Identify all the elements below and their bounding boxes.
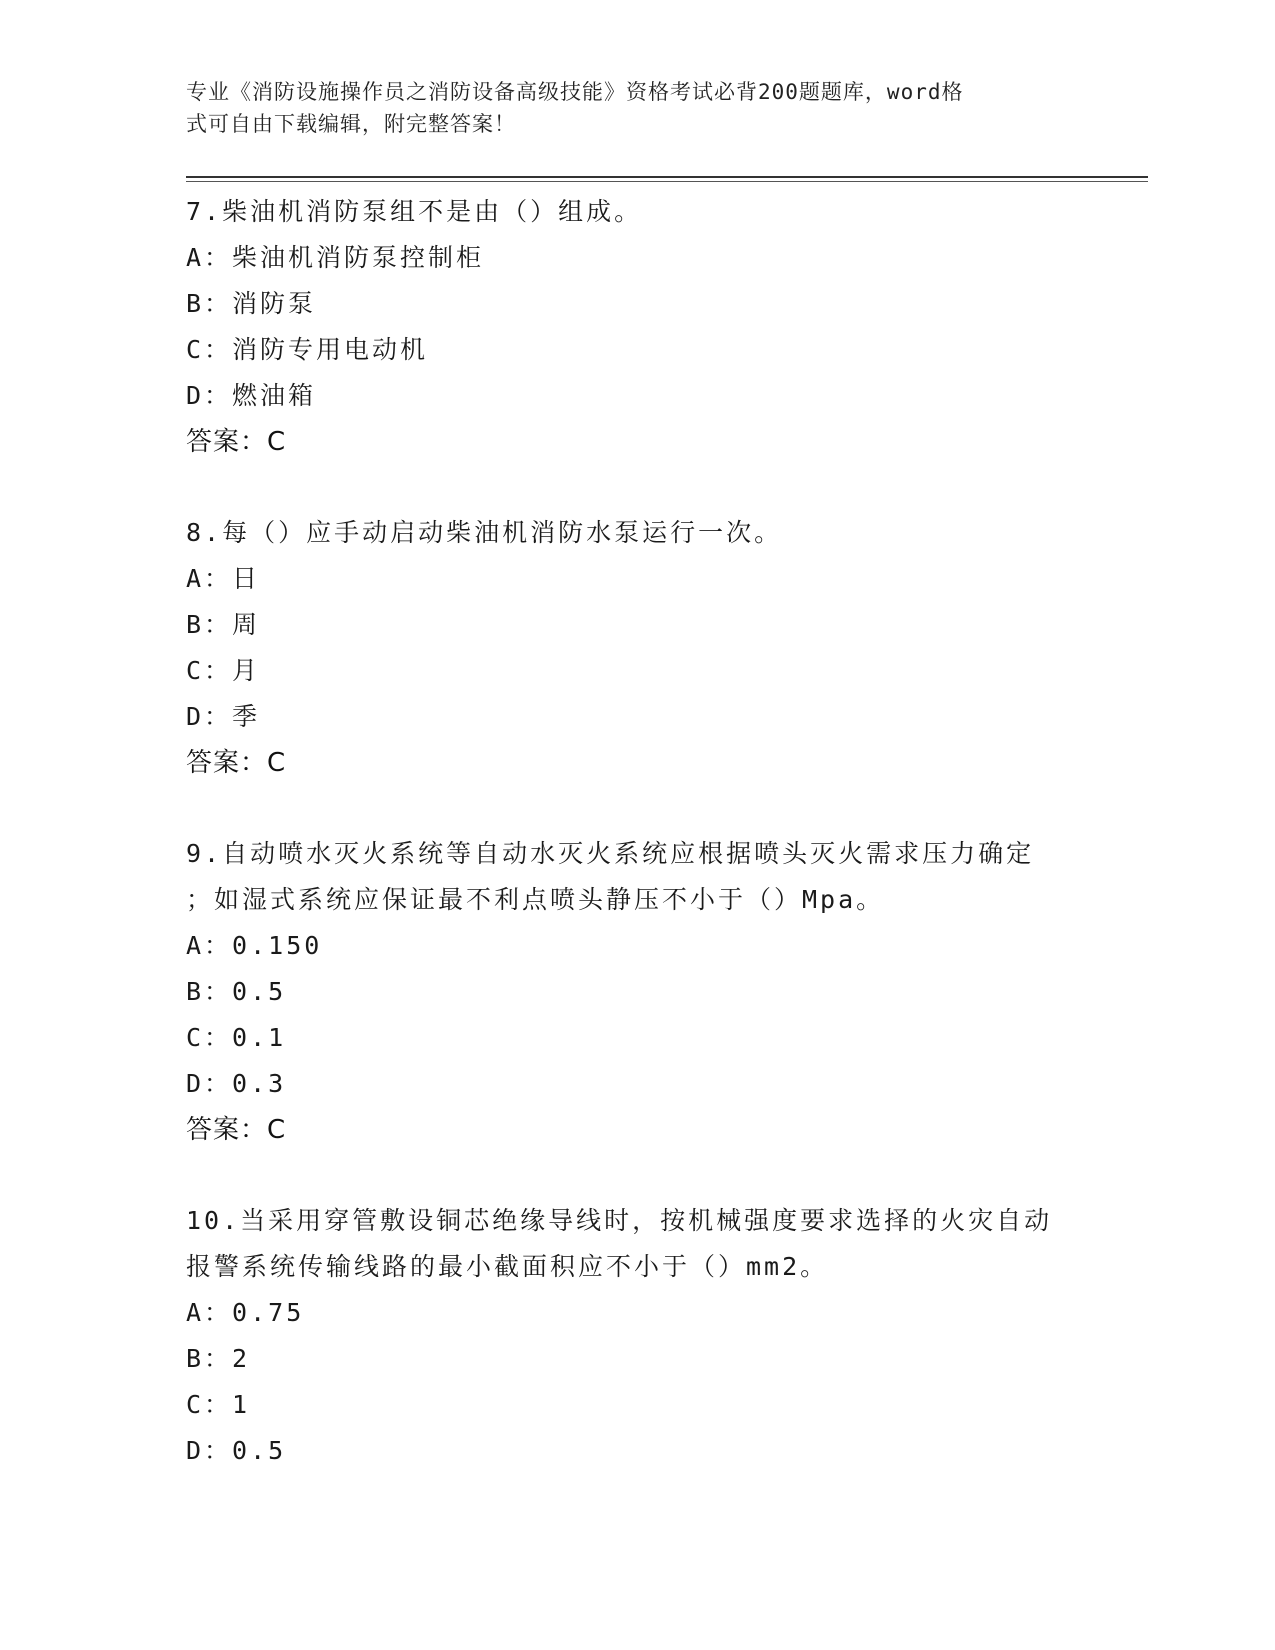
- question-item: [186, 831, 1086, 1153]
- question-list: [186, 189, 1086, 1474]
- option-c: C：0.1: [186, 1023, 287, 1052]
- header-divider-thick: [186, 176, 1148, 178]
- option-d: D：燃油箱: [186, 381, 317, 410]
- option-b: B：周: [186, 610, 261, 639]
- question-stem: 7.柴油机消防泵组不是由（）组成。: [186, 197, 643, 226]
- answer-line: 答案：C: [186, 427, 287, 457]
- option-b: B：2: [186, 1344, 251, 1373]
- question-stem: 8.每（）应手动启动柴油机消防水泵运行一次。: [186, 518, 783, 547]
- option-a: A：日: [186, 564, 261, 593]
- option-d: D：0.3: [186, 1069, 287, 1098]
- document-header: [186, 76, 1066, 140]
- header-line-2: 式可自由下载编辑，附完整答案！: [186, 112, 516, 136]
- answer-line: 答案：C: [186, 748, 287, 778]
- question-item: [186, 1198, 1086, 1474]
- option-a: A：0.75: [186, 1298, 305, 1327]
- option-b: B：0.5: [186, 977, 287, 1006]
- question-spacer: [186, 465, 1086, 510]
- question-stem: 10.当采用穿管敷设铜芯绝缘导线时，按机械强度要求选择的火灾自动: [186, 1206, 1053, 1235]
- option-d: D：季: [186, 702, 261, 731]
- option-a: A：柴油机消防泵控制柜: [186, 243, 485, 272]
- answer-line: 答案：C: [186, 1115, 287, 1145]
- question-item: [186, 510, 1086, 786]
- question-item: [186, 189, 1086, 465]
- question-stem-continued: 报警系统传输线路的最小截面积应不小于（）mm2。: [186, 1252, 829, 1281]
- option-b: B：消防泵: [186, 289, 317, 318]
- header-line-1: 专业《消防设施操作员之消防设备高级技能》资格考试必背200题题库，word格: [186, 80, 964, 104]
- option-c: C：月: [186, 656, 261, 685]
- header-divider-thin: [186, 181, 1148, 182]
- option-d: D：0.5: [186, 1436, 287, 1465]
- option-c: C：消防专用电动机: [186, 335, 429, 364]
- question-stem-continued: ；如湿式系统应保证最不利点喷头静压不小于（）Mpa。: [186, 885, 885, 914]
- question-spacer: [186, 786, 1086, 831]
- question-spacer: [186, 1153, 1086, 1198]
- option-c: C：1: [186, 1390, 251, 1419]
- option-a: A：0.150: [186, 931, 323, 960]
- question-stem: 9.自动喷水灭火系统等自动水灭火系统应根据喷头灭火需求压力确定: [186, 839, 1035, 868]
